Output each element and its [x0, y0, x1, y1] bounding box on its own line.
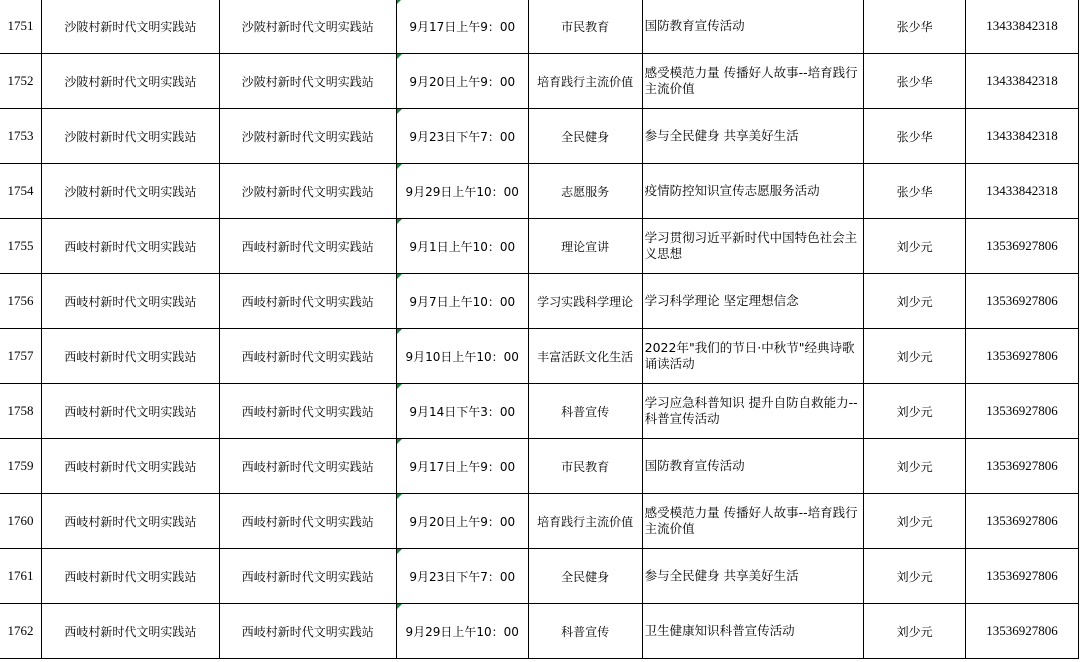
cell-time[interactable]: 9月17日上午9：00: [396, 439, 528, 494]
cell-unit[interactable]: 沙陂村新时代文明实践站: [41, 54, 219, 109]
cell-contact-person[interactable]: 刘少元: [864, 439, 966, 494]
table-row: [0, 274, 1079, 329]
cell-activity-content[interactable]: 感受模范力量 传播好人故事--培育践行主流价值: [642, 494, 864, 549]
cell-time[interactable]: 9月20日上午9：00: [396, 54, 528, 109]
cell-time[interactable]: 9月23日下午7：00: [396, 549, 528, 604]
cell-category[interactable]: 丰富活跃文化生活: [528, 329, 642, 384]
cell-contact-person[interactable]: 刘少元: [864, 549, 966, 604]
table-row: [0, 164, 1079, 219]
cell-activity-content[interactable]: 参与全民健身 共享美好生活: [642, 549, 864, 604]
cell-venue[interactable]: 西岐村新时代文明实践站: [219, 439, 396, 494]
cell-phone[interactable]: 13536927806: [966, 219, 1079, 274]
cell-venue[interactable]: 沙陂村新时代文明实践站: [219, 54, 396, 109]
cell-unit[interactable]: 西岐村新时代文明实践站: [41, 549, 219, 604]
cell-row-number[interactable]: 1755: [0, 219, 41, 274]
cell-contact-person[interactable]: 刘少元: [864, 494, 966, 549]
cell-time[interactable]: 9月7日上午10：00: [396, 274, 528, 329]
table-row: [0, 219, 1079, 274]
cell-time[interactable]: 9月29日上午10：00: [396, 164, 528, 219]
cell-phone[interactable]: 13536927806: [966, 329, 1079, 384]
cell-contact-person[interactable]: 张少华: [864, 54, 966, 109]
cell-unit[interactable]: 沙陂村新时代文明实践站: [41, 0, 219, 54]
cell-venue[interactable]: 西岐村新时代文明实践站: [219, 219, 396, 274]
cell-unit[interactable]: 西岐村新时代文明实践站: [41, 329, 219, 384]
cell-activity-content[interactable]: 2022年"我们的节日·中秋节"经典诗歌诵读活动: [642, 329, 864, 384]
cell-venue[interactable]: 沙陂村新时代文明实践站: [219, 164, 396, 219]
cell-unit[interactable]: 沙陂村新时代文明实践站: [41, 109, 219, 164]
cell-phone[interactable]: 13433842318: [966, 109, 1079, 164]
cell-contact-person[interactable]: 张少华: [864, 0, 966, 54]
cell-time[interactable]: 9月29日上午10：00: [396, 604, 528, 659]
cell-time[interactable]: 9月20日上午9：00: [396, 494, 528, 549]
cell-venue[interactable]: 沙陂村新时代文明实践站: [219, 109, 396, 164]
cell-row-number[interactable]: 1751: [0, 0, 41, 54]
cell-row-number[interactable]: 1754: [0, 164, 41, 219]
cell-time[interactable]: 9月23日下午7：00: [396, 109, 528, 164]
cell-contact-person[interactable]: 刘少元: [864, 219, 966, 274]
cell-row-number[interactable]: 1753: [0, 109, 41, 164]
table-row: [0, 494, 1079, 549]
cell-activity-content[interactable]: 卫生健康知识科普宣传活动: [642, 604, 864, 659]
cell-category[interactable]: 全民健身: [528, 109, 642, 164]
cell-activity-content[interactable]: 学习科学理论 坚定理想信念: [642, 274, 864, 329]
cell-category[interactable]: 理论宣讲: [528, 219, 642, 274]
cell-contact-person[interactable]: 张少华: [864, 164, 966, 219]
cell-time[interactable]: 9月14日下午3：00: [396, 384, 528, 439]
cell-phone[interactable]: 13433842318: [966, 164, 1079, 219]
cell-category[interactable]: 志愿服务: [528, 164, 642, 219]
cell-unit[interactable]: 西岐村新时代文明实践站: [41, 219, 219, 274]
cell-row-number[interactable]: 1756: [0, 274, 41, 329]
cell-unit[interactable]: 西岐村新时代文明实践站: [41, 274, 219, 329]
table-row: [0, 439, 1079, 494]
cell-row-number[interactable]: 1752: [0, 54, 41, 109]
cell-venue[interactable]: 西岐村新时代文明实践站: [219, 604, 396, 659]
cell-phone[interactable]: 13536927806: [966, 439, 1079, 494]
cell-activity-content[interactable]: 疫情防控知识宣传志愿服务活动: [642, 164, 864, 219]
cell-unit[interactable]: 沙陂村新时代文明实践站: [41, 164, 219, 219]
cell-activity-content[interactable]: 学习贯彻习近平新时代中国特色社会主义思想: [642, 219, 864, 274]
cell-venue[interactable]: 西岐村新时代文明实践站: [219, 494, 396, 549]
cell-unit[interactable]: 西岐村新时代文明实践站: [41, 384, 219, 439]
table-row: [0, 54, 1079, 109]
cell-phone[interactable]: 13536927806: [966, 274, 1079, 329]
cell-phone[interactable]: 13433842318: [966, 0, 1079, 54]
table-row: [0, 604, 1079, 659]
table-row: [0, 329, 1079, 384]
table-row: [0, 549, 1079, 604]
cell-row-number[interactable]: 1757: [0, 329, 41, 384]
cell-category[interactable]: 培育践行主流价值: [528, 54, 642, 109]
cell-venue[interactable]: 西岐村新时代文明实践站: [219, 329, 396, 384]
cell-activity-content[interactable]: 感受模范力量 传播好人故事--培育践行主流价值: [642, 54, 864, 109]
cell-category[interactable]: 科普宣传: [528, 384, 642, 439]
cell-category[interactable]: 培育践行主流价值: [528, 494, 642, 549]
cell-venue[interactable]: 沙陂村新时代文明实践站: [219, 0, 396, 54]
cell-contact-person[interactable]: 刘少元: [864, 329, 966, 384]
cell-row-number[interactable]: 1760: [0, 494, 41, 549]
cell-contact-person[interactable]: 刘少元: [864, 274, 966, 329]
cell-contact-person[interactable]: 张少华: [864, 109, 966, 164]
table-row: [0, 384, 1079, 439]
cell-row-number[interactable]: 1761: [0, 549, 41, 604]
cell-phone[interactable]: 13433842318: [966, 54, 1079, 109]
cell-unit[interactable]: 西岐村新时代文明实践站: [41, 494, 219, 549]
cell-activity-content[interactable]: 国防教育宣传活动: [642, 0, 864, 54]
cell-category[interactable]: 学习实践科学理论: [528, 274, 642, 329]
cell-venue[interactable]: 西岐村新时代文明实践站: [219, 384, 396, 439]
cell-category[interactable]: 全民健身: [528, 549, 642, 604]
cell-unit[interactable]: 西岐村新时代文明实践站: [41, 604, 219, 659]
cell-row-number[interactable]: 1758: [0, 384, 41, 439]
cell-phone[interactable]: 13536927806: [966, 604, 1079, 659]
cell-phone[interactable]: 13536927806: [966, 384, 1079, 439]
cell-category[interactable]: 市民教育: [528, 439, 642, 494]
cell-venue[interactable]: 西岐村新时代文明实践站: [219, 274, 396, 329]
cell-time[interactable]: 9月17日上午9：00: [396, 0, 528, 54]
cell-venue[interactable]: 西岐村新时代文明实践站: [219, 549, 396, 604]
cell-phone[interactable]: 13536927806: [966, 494, 1079, 549]
cell-category[interactable]: 市民教育: [528, 0, 642, 54]
cell-phone[interactable]: 13536927806: [966, 549, 1079, 604]
cell-contact-person[interactable]: 刘少元: [864, 604, 966, 659]
cell-row-number[interactable]: 1759: [0, 439, 41, 494]
table-row: [0, 109, 1079, 164]
table-row: [0, 0, 1079, 54]
cell-activity-content[interactable]: 国防教育宣传活动: [642, 439, 864, 494]
cell-category[interactable]: 科普宣传: [528, 604, 642, 659]
cell-activity-content[interactable]: 学习应急科普知识 提升自防自救能力--科普宣传活动: [642, 384, 864, 439]
cell-row-number[interactable]: 1762: [0, 604, 41, 659]
cell-time[interactable]: 9月10日上午10：00: [396, 329, 528, 384]
cell-contact-person[interactable]: 刘少元: [864, 384, 966, 439]
cell-activity-content[interactable]: 参与全民健身 共享美好生活: [642, 109, 864, 164]
cell-time[interactable]: 9月1日上午10：00: [396, 219, 528, 274]
cell-unit[interactable]: 西岐村新时代文明实践站: [41, 439, 219, 494]
